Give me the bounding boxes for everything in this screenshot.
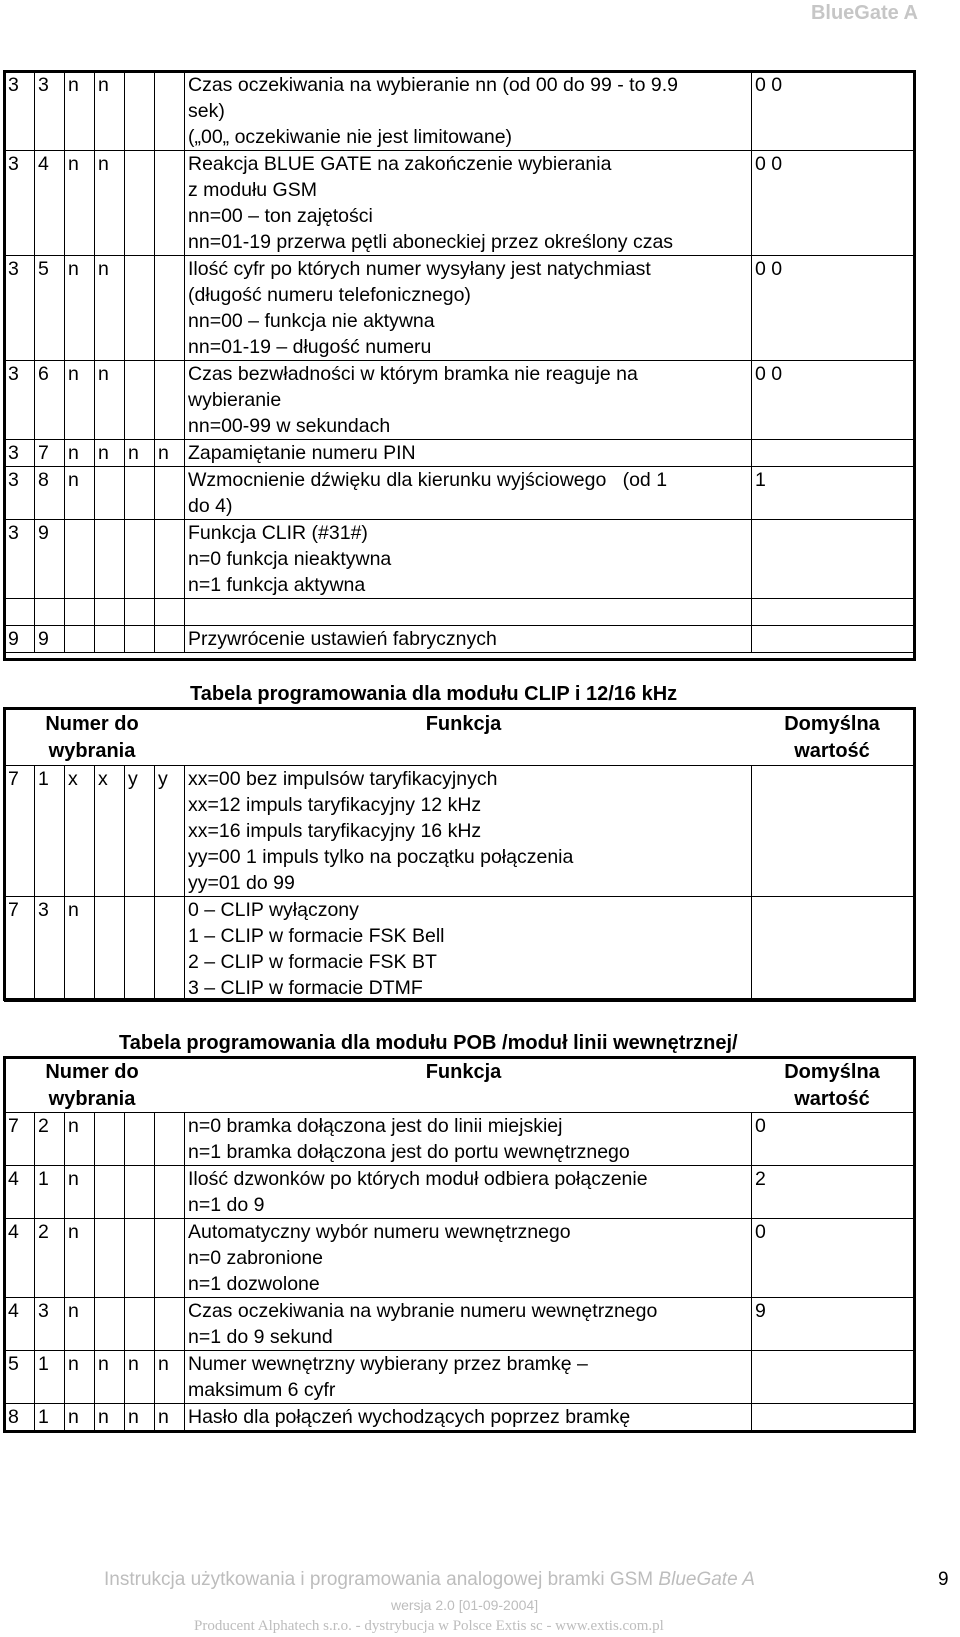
code-cell (155, 520, 185, 599)
function-cell: Ilość dzwonków po których moduł odbiera połączenie n=1 do 9 (185, 1166, 752, 1219)
code-cell: 5 (35, 256, 65, 361)
default-cell (752, 897, 916, 1002)
code-cell (95, 599, 125, 626)
clip-header-number: Numer do wybrania (45, 713, 139, 762)
pob-header-number: Numer do wybrania (45, 1061, 139, 1110)
code-cell (125, 151, 155, 256)
default-cell: 0 0 (752, 72, 916, 151)
default-cell: 0 0 (752, 361, 916, 440)
table-row (5, 151, 916, 256)
code-cell: n (155, 1404, 185, 1431)
code-cell (35, 599, 65, 626)
code-cell: n (65, 897, 95, 1002)
code-cell: 7 (35, 440, 65, 467)
code-cell: n (95, 1404, 125, 1431)
table-row (5, 1113, 916, 1166)
code-cell: 4 (5, 1298, 35, 1351)
default-cell: 2 (752, 1166, 916, 1219)
code-cell (65, 520, 95, 599)
code-cell: n (65, 151, 95, 256)
function-cell: Funkcja CLIR (#31#) n=0 funkcja nieaktywna n=1 funkcja aktywna (185, 520, 752, 599)
code-cell: 1 (35, 766, 65, 897)
function-cell: Automatyczny wybór numeru wewnętrznego n=0 zabronione n=1 dozwolone (185, 1219, 752, 1298)
default-cell (752, 440, 916, 467)
code-cell (125, 1219, 155, 1298)
clip-table-title: Tabela programowania dla modułu CLIP i 12/16 kHz (190, 683, 678, 705)
table-row (5, 1298, 916, 1351)
footer-manual-text: Instrukcja użytkowania i programowania analogowej bramki GSM (104, 1569, 659, 1590)
code-cell (95, 1113, 125, 1166)
code-cell (125, 256, 155, 361)
code-cell: 3 (5, 151, 35, 256)
clip-table (4, 765, 916, 1002)
table-row (5, 1404, 916, 1431)
table-row (5, 1351, 916, 1404)
footer-version: wersja 2.0 [01-09-2004] (391, 1597, 539, 1613)
code-cell: y (125, 766, 155, 897)
code-cell: 8 (5, 1404, 35, 1431)
code-cell: n (155, 1351, 185, 1404)
table-row (5, 599, 916, 626)
code-cell: n (125, 1351, 155, 1404)
function-cell: Czas oczekiwania na wybieranie nn (od 00 do 99 - to 9.9 sek) („00„ oczekiwanie nie jest limitowane) (185, 72, 752, 151)
code-cell (95, 1219, 125, 1298)
table-row (5, 766, 916, 897)
function-cell: xx=00 bez impulsów taryfikacyjnych xx=12 impuls taryfikacyjny 12 kHz xx=16 impuls taryfikacyjny 16 kHz yy=00 1 impuls tylko na początku połączenia yy=01 do 99 (185, 766, 752, 897)
code-cell: n (95, 72, 125, 151)
pob-table (4, 1112, 916, 1431)
code-cell: y (155, 766, 185, 897)
code-cell (95, 520, 125, 599)
code-cell: n (65, 1404, 95, 1431)
code-cell: 3 (5, 72, 35, 151)
table-row (5, 256, 916, 361)
code-cell: 3 (5, 361, 35, 440)
table-row (5, 467, 916, 520)
code-cell (155, 1219, 185, 1298)
default-cell (752, 766, 916, 897)
code-cell (125, 72, 155, 151)
code-cell: 6 (35, 361, 65, 440)
footer-product-name: BlueGate A (658, 1569, 755, 1590)
code-cell: 3 (35, 1298, 65, 1351)
code-cell (155, 256, 185, 361)
table-row (5, 361, 916, 440)
code-cell: n (65, 1351, 95, 1404)
code-cell (125, 361, 155, 440)
function-cell (185, 599, 752, 626)
function-cell: Reakcja BLUE GATE na zakończenie wybierania z modułu GSM nn=00 – ton zajętości nn=01-19 przerwa pętli aboneckiej przez określony czas (185, 151, 752, 256)
code-cell: 2 (35, 1219, 65, 1298)
code-cell (155, 599, 185, 626)
settings-table (4, 72, 916, 653)
code-cell: 9 (35, 520, 65, 599)
table-row (5, 1219, 916, 1298)
code-cell: 3 (35, 72, 65, 151)
code-cell: n (125, 1404, 155, 1431)
code-cell: x (65, 766, 95, 897)
function-cell: Zapamiętanie numeru PIN (185, 440, 752, 467)
code-cell (95, 1166, 125, 1219)
code-cell: n (65, 1166, 95, 1219)
default-cell: 1 (752, 467, 916, 520)
code-cell (125, 1113, 155, 1166)
code-cell: 4 (5, 1166, 35, 1219)
default-cell (752, 1404, 916, 1431)
code-cell: 7 (5, 1113, 35, 1166)
function-cell: Czas bezwładności w którym bramka nie reaguje na wybieranie nn=00-99 w sekundach (185, 361, 752, 440)
function-cell: Wzmocnienie dźwięku dla kierunku wyjściowego (od 1 do 4) (185, 467, 752, 520)
code-cell: 3 (5, 467, 35, 520)
function-cell: Przywrócenie ustawień fabrycznych (185, 626, 752, 653)
code-cell (65, 599, 95, 626)
code-cell: n (65, 1298, 95, 1351)
default-cell (752, 626, 916, 653)
code-cell: 1 (35, 1166, 65, 1219)
table-row (5, 520, 916, 599)
function-cell: Hasło dla połączeń wychodzących poprzez bramkę (185, 1404, 752, 1431)
table-row (5, 897, 916, 1002)
code-cell: 8 (35, 467, 65, 520)
pob-table-title: Tabela programowania dla modułu POB /moduł linii wewnętrznej/ (119, 1032, 738, 1054)
code-cell: 9 (35, 626, 65, 653)
code-cell: n (65, 361, 95, 440)
table-row (5, 72, 916, 151)
code-cell (5, 599, 35, 626)
code-cell: 1 (35, 1351, 65, 1404)
code-cell: 3 (5, 440, 35, 467)
code-cell (125, 599, 155, 626)
code-cell: x (95, 766, 125, 897)
code-cell (155, 897, 185, 1002)
code-cell (125, 520, 155, 599)
footer-producer: Producent Alphatech s.r.o. - dystrybucja w Polsce Extis sc - www.extis.com.pl (194, 1618, 664, 1634)
code-cell: 4 (5, 1219, 35, 1298)
code-cell: n (65, 1113, 95, 1166)
footer-manual-title (104, 1569, 755, 1591)
code-cell: 3 (5, 256, 35, 361)
code-cell: n (155, 440, 185, 467)
code-cell (155, 467, 185, 520)
code-cell (65, 626, 95, 653)
function-cell: 0 – CLIP wyłączony 1 – CLIP w formacie FSK Bell 2 – CLIP w formacie FSK BT 3 – CLIP w formacie DTMF (185, 897, 752, 1002)
code-cell (95, 467, 125, 520)
code-cell: 3 (5, 520, 35, 599)
code-cell: n (65, 72, 95, 151)
code-cell (95, 1298, 125, 1351)
code-cell (95, 897, 125, 1002)
page-number: 9 (938, 1569, 949, 1590)
code-cell: n (95, 440, 125, 467)
default-cell: 0 0 (752, 151, 916, 256)
code-cell: n (95, 256, 125, 361)
default-cell: 0 (752, 1113, 916, 1166)
code-cell: n (125, 440, 155, 467)
function-cell: n=0 bramka dołączona jest do linii miejskiej n=1 bramka dołączona jest do portu wewnętrznego (185, 1113, 752, 1166)
code-cell (155, 626, 185, 653)
default-cell (752, 520, 916, 599)
code-cell: 3 (35, 897, 65, 1002)
pob-header-function: Funkcja (425, 1061, 502, 1083)
default-cell (752, 599, 916, 626)
clip-header-function: Funkcja (425, 713, 502, 735)
code-cell: 2 (35, 1113, 65, 1166)
code-cell (125, 897, 155, 1002)
default-cell: 9 (752, 1298, 916, 1351)
code-cell: 4 (35, 151, 65, 256)
default-cell: 0 (752, 1219, 916, 1298)
code-cell (125, 467, 155, 520)
function-cell: Numer wewnętrzny wybierany przez bramkę – maksimum 6 cyfr (185, 1351, 752, 1404)
default-cell: 0 0 (752, 256, 916, 361)
code-cell: n (95, 151, 125, 256)
code-cell: 5 (5, 1351, 35, 1404)
pob-header-default: Domyślna wartość (784, 1061, 880, 1110)
code-cell (95, 626, 125, 653)
code-cell: 7 (5, 897, 35, 1002)
clip-header-default: Domyślna wartość (784, 713, 880, 762)
code-cell (155, 1298, 185, 1351)
code-cell (155, 151, 185, 256)
header-title: BlueGate A (810, 2, 918, 24)
table-row (5, 626, 916, 653)
code-cell: n (95, 361, 125, 440)
code-cell (155, 72, 185, 151)
function-cell: Ilość cyfr po których numer wysyłany jest natychmiast (długość numeru telefonicznego) nn=00 – funkcja nie aktywna nn=01-19 – długość numeru (185, 256, 752, 361)
code-cell (155, 1166, 185, 1219)
code-cell: n (95, 1351, 125, 1404)
code-cell: 7 (5, 766, 35, 897)
code-cell: n (65, 1219, 95, 1298)
code-cell (125, 1166, 155, 1219)
code-cell: 9 (5, 626, 35, 653)
code-cell: n (65, 256, 95, 361)
code-cell: n (65, 467, 95, 520)
table-row (5, 440, 916, 467)
table-row (5, 1166, 916, 1219)
code-cell (155, 1113, 185, 1166)
code-cell (125, 626, 155, 653)
default-cell (752, 1351, 916, 1404)
code-cell: 1 (35, 1404, 65, 1431)
code-cell (125, 1298, 155, 1351)
function-cell: Czas oczekiwania na wybranie numeru wewnętrznego n=1 do 9 sekund (185, 1298, 752, 1351)
code-cell: n (65, 440, 95, 467)
code-cell (155, 361, 185, 440)
